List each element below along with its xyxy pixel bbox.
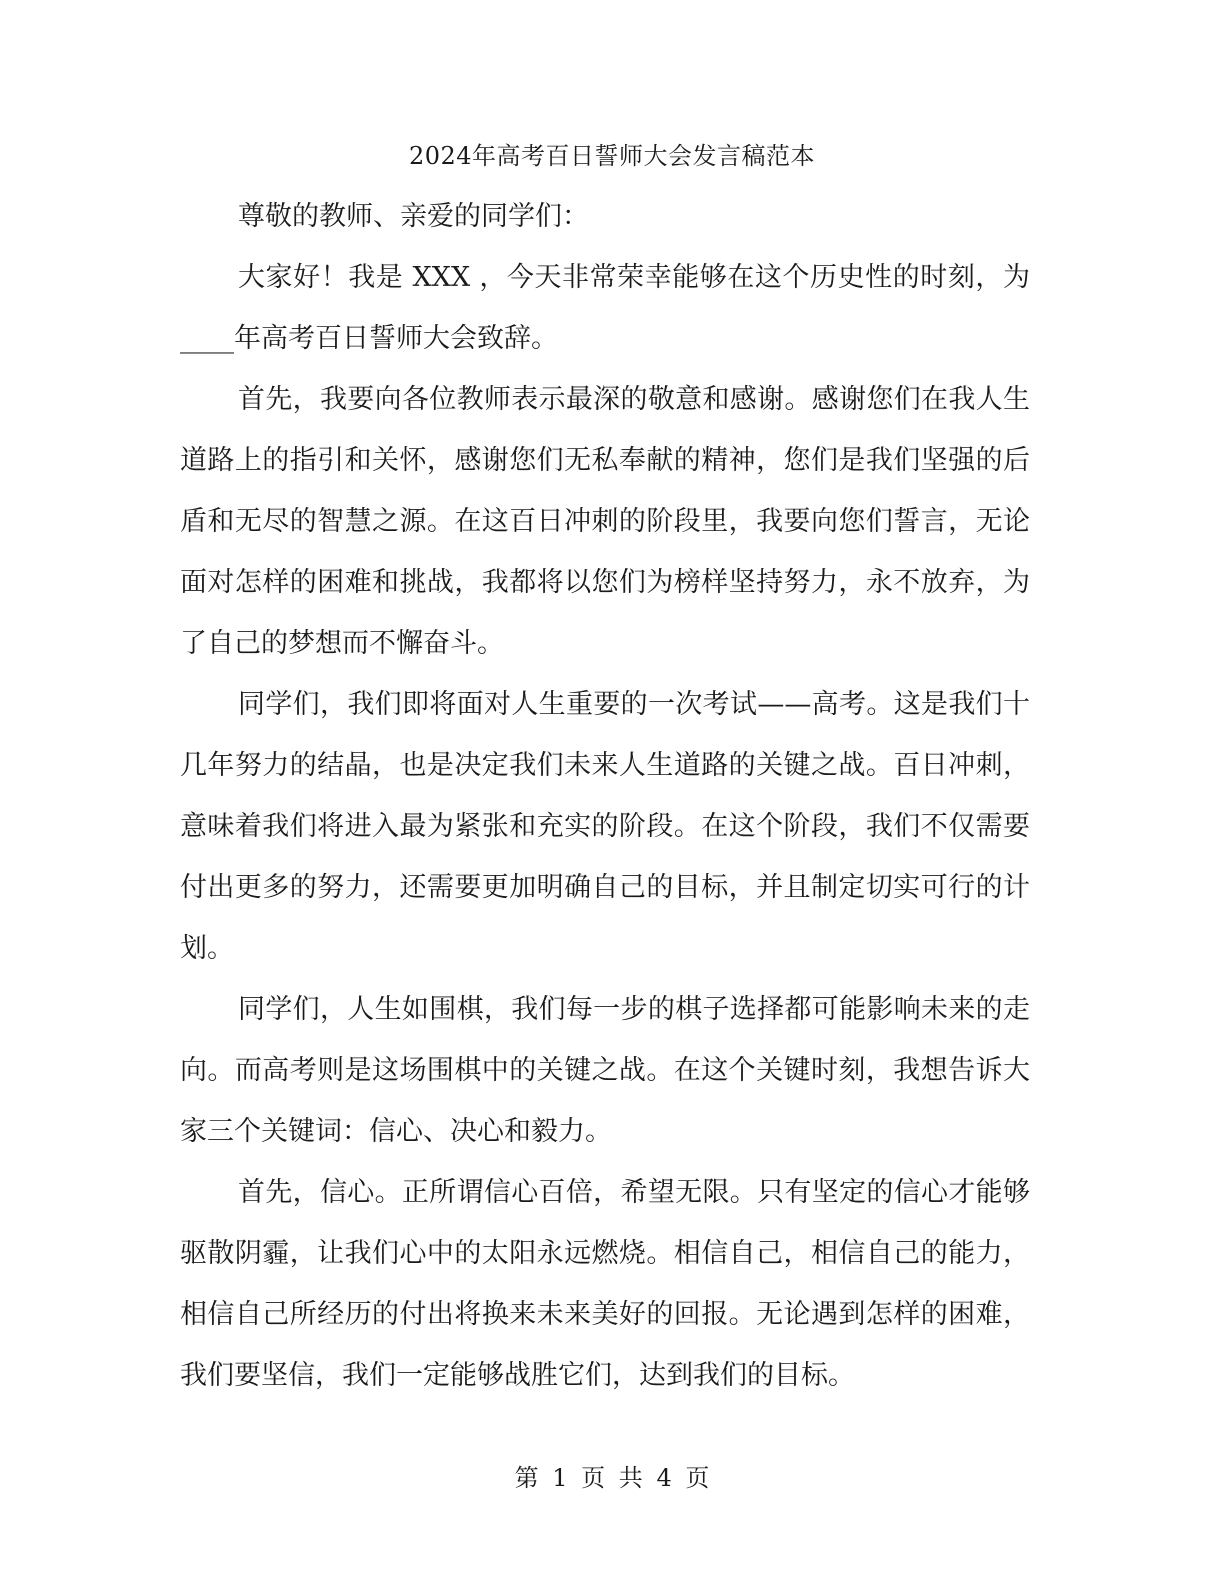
confidence-paragraph: 首先，信心。正所谓信心百倍，希望无限。只有坚定的信心才能够驱散阴霾，让我们心中的太阳永远燃烧。相信自己，相信自己的能力，相信自己所经历的付出将换来未来美好的回报。无论遇到怎样的困难，我们要坚信，我们一定能够战胜它们，达到我们的目标。 <box>180 1177 1030 1391</box>
document-title: 2024年高考百日誓师大会发言稿范本 <box>408 142 816 170</box>
exam-importance-paragraph: 同学们，我们即将面对人生重要的一次考试——高考。这是我们十几年努力的结晶，也是决定我们未来人生道路的关键之战。百日冲刺，意味着我们将进入最为紧张和充实的阶段。在这个阶段，我们不仅需要付出更多的努力，还需要更加明确自己的目标，并且制定切实可行的计划。 <box>180 689 1030 964</box>
document-body <box>180 186 1030 1406</box>
page-number-footer: 第 1 页 共 4 页 <box>514 1464 710 1492</box>
salutation-paragraph: 尊敬的教师、亲爱的同学们： <box>238 201 589 232</box>
thanks-teachers-paragraph: 首先，我要向各位教师表示最深的敬意和感谢。感谢您们在我人生道路上的指引和关怀，感谢您们无私奉献的精神，您们是我们坚强的后盾和无尽的智慧之源。在这百日冲刺的阶段里，我要向您们誓言，无论面对怎样的困难和挑战，我都将以您们为榜样坚持努力，永不放弃，为了自己的梦想而不懈奋斗。 <box>180 384 1030 659</box>
keywords-paragraph: 同学们，人生如围棋，我们每一步的棋子选择都可能影响未来的走向。而高考则是这场围棋中的关键之战。在这个关键时刻，我想告诉大家三个关键词：信心、决心和毅力。 <box>180 994 1030 1147</box>
greeting-paragraph: 大家好！我是 XXX ，今天非常荣幸能够在这个历史性的时刻，为____年高考百日誓师大会致辞。 <box>180 262 1030 354</box>
